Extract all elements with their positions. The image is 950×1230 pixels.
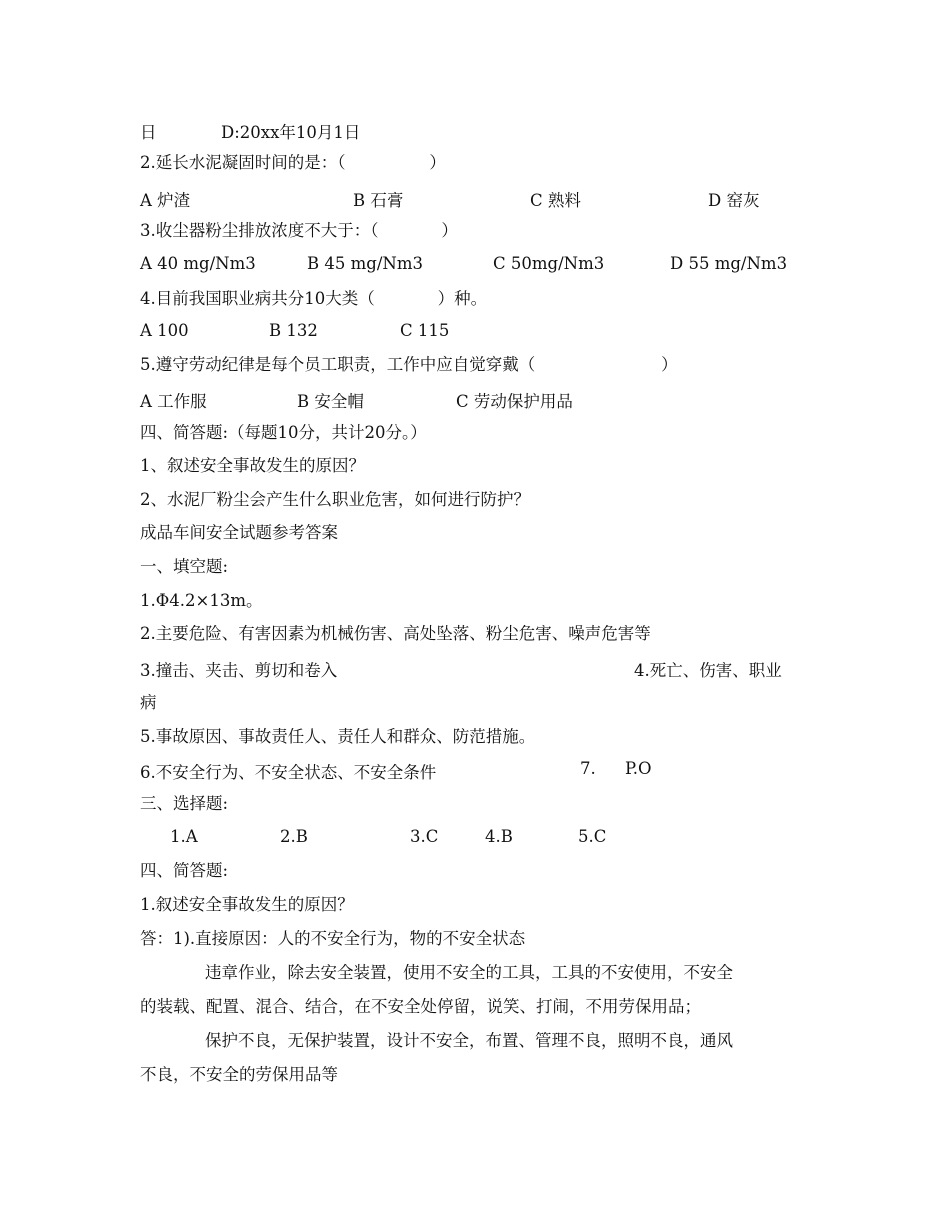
answer-section-fill: 一、填空题: [140, 557, 229, 576]
question-4: 4.目前我国职业病共分10大类（ ）种。 [140, 289, 488, 308]
question-4-options [0, 321, 950, 343]
question-2: 2.延长水泥凝固时间的是：（ ） [140, 153, 446, 172]
paragraph-1-line-1: 违章作业，除去安全装置，使用不安全的工具，工具的不安使用，不安全 [205, 963, 733, 982]
answer-short-direct-cause: 答：1).直接原因：人的不安全行为，物的不安全状态 [140, 929, 526, 948]
answer-section-choice: 三、选择题: [140, 794, 229, 813]
option-b: B 45 mg/Nm3 [307, 254, 423, 273]
question-3: 3.收尘器粉尘排放浓度不大于：（ ） [140, 221, 458, 240]
answer-short-question-1: 1.叙述安全事故发生的原因？ [140, 895, 354, 914]
answer-section-short: 四、简答题: [140, 861, 229, 880]
option-a: A 40 mg/Nm3 [140, 254, 256, 273]
short-question-1: 1、叙述安全事故发生的原因？ [140, 456, 365, 475]
option-a: A 炉渣 [140, 191, 191, 210]
answer-choice-2: 2.B [280, 827, 308, 846]
answer-fill-7-num: 7. [580, 759, 596, 778]
answer-choice-row [0, 827, 950, 849]
option-c: C 50mg/Nm3 [493, 254, 605, 273]
paragraph-1-line-2: 的装载、配置、混合、结合，在不安全处停留，说笑、打闹，不用劳保用品； [140, 997, 701, 1016]
option-c: C 劳动保护用品 [456, 392, 573, 411]
option-b: B 132 [269, 321, 318, 340]
option-b: B 石膏 [353, 191, 404, 210]
option-b: B 安全帽 [297, 392, 364, 411]
option-d: D 窑灰 [708, 191, 760, 210]
question-5-options [0, 388, 950, 410]
line-date [0, 119, 950, 141]
answer-fill-6: 6.不安全行为、不安全状态、不安全条件 [140, 763, 437, 782]
option-a: A 100 [140, 321, 189, 340]
option-c: C 115 [400, 321, 450, 340]
answer-fill-6-7 [0, 759, 950, 781]
question-5: 5.遵守劳动纪律是每个员工职责，工作中应自觉穿戴（ ） [140, 355, 678, 374]
text-day: 日 [140, 123, 157, 142]
paragraph-2-line-1: 保护不良，无保护装置，设计不安全，布置、管理不良，照明不良，通风 [205, 1031, 733, 1050]
answer-fill-1: 1.Φ4.2×13m。 [140, 591, 263, 610]
answer-choice-5: 5.C [578, 827, 607, 846]
option-c: C 熟料 [530, 191, 581, 210]
answer-fill-3-4 [0, 657, 950, 679]
answer-fill-7: P.O [625, 759, 652, 778]
section-short-answer: 四、简答题:（每题10分，共计20分。） [140, 423, 427, 442]
paragraph-2-line-2: 不良，不安全的劳保用品等 [140, 1065, 338, 1084]
option-d: D 55 mg/Nm3 [670, 254, 788, 273]
answer-key-title: 成品车间安全试题参考答案 [140, 523, 338, 542]
answer-choice-1: 1.A [170, 827, 198, 846]
option-a: A 工作服 [140, 392, 207, 411]
question-3-options [0, 254, 950, 276]
question-2-options [0, 187, 950, 209]
option-d-date: D:20xx年10月1日 [221, 123, 361, 142]
answer-fill-2: 2.主要危险、有害因素为机械伤害、高处坠落、粉尘危害、噪声危害等 [140, 624, 651, 643]
answer-fill-3: 3.撞击、夹击、剪切和卷入 [140, 661, 338, 680]
answer-choice-4: 4.B [485, 827, 513, 846]
answer-fill-4: 4.死亡、伤害、职业 [634, 661, 782, 680]
answer-choice-3: 3.C [410, 827, 439, 846]
short-question-2: 2、水泥厂粉尘会产生什么职业危害，如何进行防护？ [140, 490, 530, 509]
answer-fill-4-cont: 病 [140, 693, 157, 712]
answer-fill-5: 5.事故原因、事故责任人、责任人和群众、防范措施。 [140, 727, 536, 746]
